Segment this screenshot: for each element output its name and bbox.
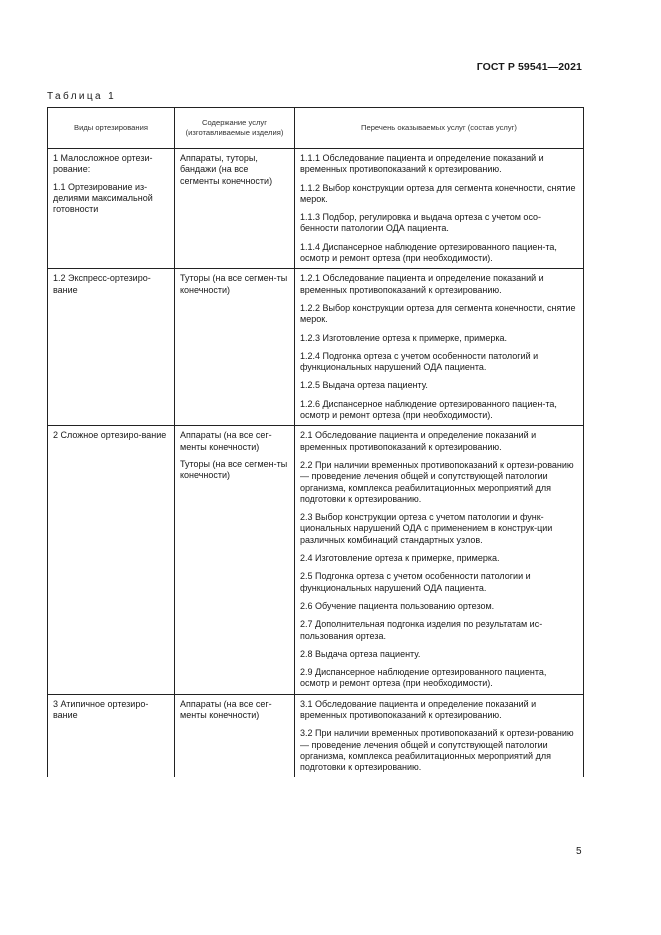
service-item: 2.1 Обследование пациента и определение показаний и временных противопоказаний к ортезированию. <box>300 430 537 452</box>
table-row <box>48 269 584 426</box>
cell-kind <box>48 694 175 777</box>
service-item: 1.2.5 Выдача ортеза пациенту. <box>300 380 428 391</box>
service-item: 3.2 При наличии временных противопоказаний к ортези-рованию — проведение лечения общей и сопутствующей патологии организма, комплекса реабилитационных мероприятий для подготовки к ортезированию. <box>300 728 574 773</box>
service-item: 2.3 Выбор конструкции ортеза с учетом патологии и функ-циональных нарушений ОДА с применением в конструк-ции различных комбинаций стандартных узлов. <box>300 512 553 545</box>
cell-content <box>175 269 295 426</box>
service-item: 1.1.4 Диспансерное наблюдение ортезированного пациен-та, осмотр и ремонт ортеза (при необходимости). <box>300 241 557 264</box>
service-item: 2.7 Дополнительная подгонка изделия по результатам ис-пользования ортеза. <box>300 619 543 641</box>
service-item: 1.1.2 Выбор конструкции ортеза для сегмента конечности, снятие мерок. <box>300 182 576 204</box>
services-table <box>47 107 584 777</box>
cell-text: 2 Сложное ортезиро-вание <box>53 430 167 441</box>
cell-text: 1.1 Ортезирование из-делиями максимальной готовности <box>53 181 153 215</box>
table-row <box>48 426 584 694</box>
cell-kind <box>48 269 175 426</box>
service-item: 2.5 Подгонка ортеза с учетом особенности патологии и функциональных нарушений ОДА пациента. <box>300 571 531 593</box>
cell-services <box>295 269 584 426</box>
service-item: 1.2.3 Изготовление ортеза к примерке, примерка. <box>300 332 507 343</box>
service-item: 1.1.1 Обследование пациента и определение показаний и временных противопоказаний к ортезированию. <box>300 153 544 175</box>
cell-content <box>175 149 295 269</box>
service-item: 1.2.6 Диспансерное наблюдение ортезированного пациен-та, осмотр и ремонт ортеза (при необходимости). <box>300 398 557 421</box>
column-header-kind: Виды ортезирования <box>48 108 175 149</box>
service-item: 2.4 Изготовление ортеза к примерке, примерка. <box>300 553 500 564</box>
cell-text: Аппараты (на все сег-менты конечности) <box>180 698 272 720</box>
service-item: 2.9 Диспансерное наблюдение ортезированного пациента, осмотр и ремонт ортеза (при необходимости). <box>300 667 547 689</box>
cell-services <box>295 149 584 269</box>
table-row <box>48 694 584 777</box>
cell-text: Аппараты (на все сег-менты конечности) <box>180 430 272 452</box>
service-item: 1.2.2 Выбор конструкции ортеза для сегмента конечности, снятие мерок. <box>300 302 576 325</box>
cell-text: 1.2 Экспресс-ортезиро-вание <box>53 273 151 295</box>
service-item: 2.6 Обучение пациента пользованию ортезом. <box>300 600 495 611</box>
column-header-content: Содержание услуг (изготавливаемые изделия) <box>175 108 295 149</box>
column-header-services: Перечень оказываемых услуг (состав услуг) <box>295 108 584 149</box>
cell-services <box>295 694 584 777</box>
cell-content <box>175 694 295 777</box>
page-number: 5 <box>576 846 582 857</box>
table-row <box>48 149 584 269</box>
table-header-row <box>48 108 584 149</box>
document-standard-number: ГОСТ Р 59541—2021 <box>476 61 582 73</box>
cell-kind <box>48 149 175 269</box>
cell-services <box>295 426 584 694</box>
service-item: 1.2.4 Подгонка ортеза с учетом особенности патологий и функциональных нарушений ОДА пациента. <box>300 350 539 373</box>
cell-text: 3 Атипичное ортезиро-вание <box>53 698 149 720</box>
service-item: 2.2 При наличии временных противопоказаний к ортези-рованию — проведение лечения общей и сопутствующей патологии организма, комплекса реабилитационных мероприятий для подготовки к ортезированию. <box>300 459 574 504</box>
service-item: 1.2.1 Обследование пациента и определение показаний и временных противопоказаний к ортезированию. <box>300 273 544 295</box>
cell-kind <box>48 426 175 694</box>
cell-text: Туторы (на все сегмен-ты конечности) <box>180 273 288 295</box>
cell-content <box>175 426 295 694</box>
table-caption: Таблица 1 <box>47 91 117 102</box>
cell-text: 1 Малосложное ортези-рование: <box>53 153 153 175</box>
service-item: 1.1.3 Подбор, регулировка и выдача ортеза с учетом осо-бенности патологии ОДА пациента. <box>300 212 542 234</box>
cell-text: Туторы (на все сегмен-ты конечности) <box>180 458 288 481</box>
service-item: 2.8 Выдача ортеза пациенту. <box>300 648 421 659</box>
cell-text: Аппараты, туторы, бандажи (на все сегменты конечности) <box>180 153 273 186</box>
service-item: 3.1 Обследование пациента и определение показаний и временных противопоказаний к ортезированию. <box>300 698 537 720</box>
